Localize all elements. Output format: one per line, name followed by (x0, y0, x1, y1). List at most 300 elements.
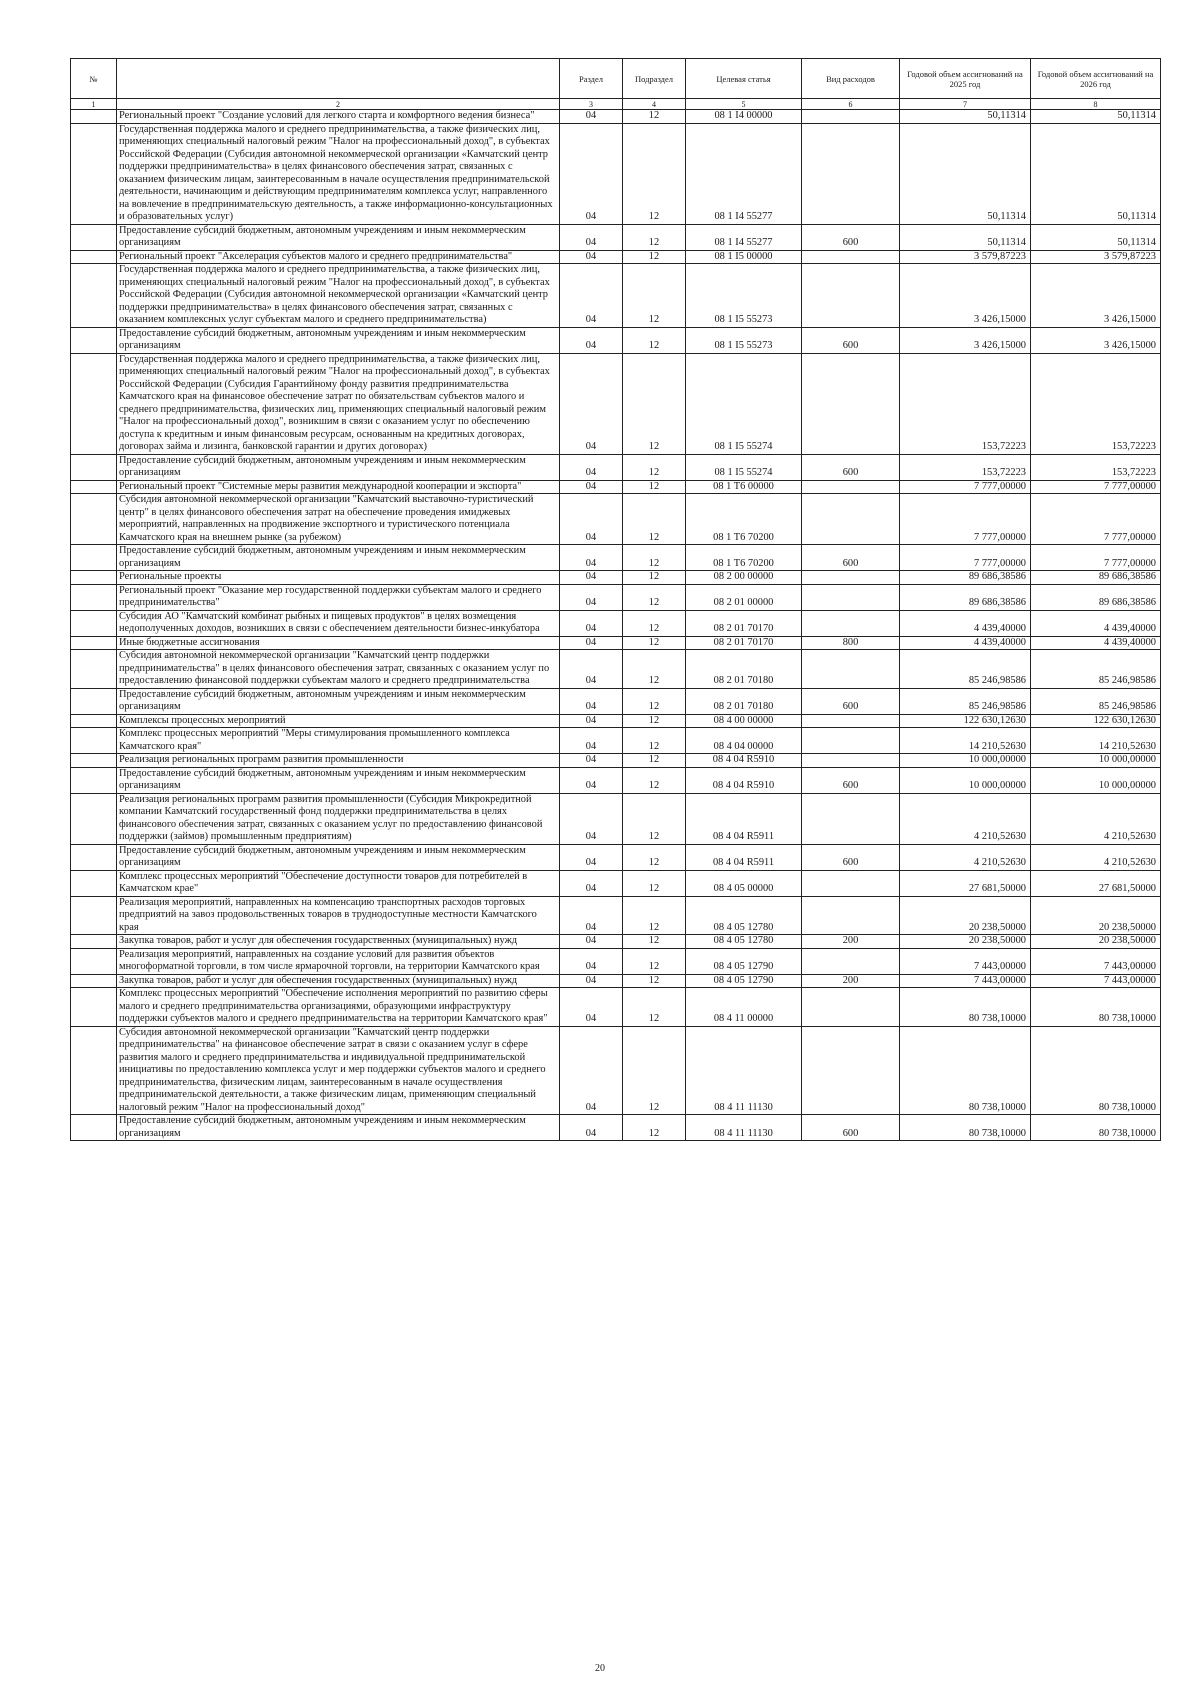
row-expense-type-cell (802, 353, 900, 454)
row-number-cell (71, 754, 117, 768)
row-razdel-cell: 04 (560, 480, 623, 494)
column-number: 3 (560, 99, 623, 110)
table-body (71, 110, 1161, 1141)
row-target-article-cell: 08 2 01 70180 (686, 650, 802, 689)
row-target-article-cell: 08 4 04 R5910 (686, 767, 802, 793)
table-row (71, 571, 1161, 585)
row-podrazdel-cell: 12 (623, 571, 686, 585)
row-name-cell: Региональный проект "Системные меры развития международной кооперации и экспорта" (117, 480, 560, 494)
row-razdel-cell: 04 (560, 896, 623, 935)
row-number-cell (71, 610, 117, 636)
row-amount-2025-cell: 10 000,00000 (900, 754, 1031, 768)
row-amount-2025-cell: 80 738,10000 (900, 988, 1031, 1027)
row-razdel-cell: 04 (560, 264, 623, 328)
row-expense-type-cell (802, 250, 900, 264)
row-razdel-cell: 04 (560, 224, 623, 250)
row-target-article-cell: 08 1 T6 70200 (686, 545, 802, 571)
row-number-cell (71, 948, 117, 974)
row-amount-2025-cell: 20 238,50000 (900, 896, 1031, 935)
row-number-cell (71, 870, 117, 896)
row-podrazdel-cell: 12 (623, 480, 686, 494)
table-row (71, 327, 1161, 353)
row-amount-2025-cell: 122 630,12630 (900, 714, 1031, 728)
row-amount-2026-cell: 7 777,00000 (1031, 494, 1161, 545)
row-podrazdel-cell: 12 (623, 870, 686, 896)
header-name (117, 59, 560, 99)
row-name-cell: Государственная поддержка малого и среднего предпринимательства, а также физических лиц, применяющих специальный налоговый режим "Налог на профессиональный доход", в субъектах Российской Федерации (Субсидия автономной некоммерческой организации «Камчатский центр поддержки предпринимательства» в целях финансового обеспечения затрат, связанных с оказанием комплексных услуг субъектам малого и среднего предпринимательства) (117, 264, 560, 328)
row-razdel-cell: 04 (560, 1115, 623, 1141)
row-amount-2026-cell: 80 738,10000 (1031, 1026, 1161, 1115)
row-target-article-cell: 08 1 T6 70200 (686, 494, 802, 545)
row-name-cell: Государственная поддержка малого и среднего предпринимательства, а также физических лиц, применяющих специальный налоговый режим "Налог на профессиональный доход", в субъектах Российской Федерации (Субсидия Гарантийному фонду развития предпринимательства Камчатского края на финансовое обеспечение затрат по обязательствам субъектов малого и среднего предпринимательства, физических лиц, применяющих специальный налоговый режим "Налог на профессиональный доход", возникшим в связи с оказанием услуг по обеспечению доступа к кредитным и иным финансовым ресурсам, основанным на кредитных договорах, договорах займа и лизинга, банковской гарантии и других договорах) (117, 353, 560, 454)
table-row (71, 610, 1161, 636)
row-number-cell (71, 988, 117, 1027)
row-razdel-cell: 04 (560, 754, 623, 768)
row-razdel-cell: 04 (560, 650, 623, 689)
header-amount-2025: Годовой объем ассигнований на 2025 год (900, 59, 1031, 99)
table-row (71, 1115, 1161, 1141)
row-name-cell: Региональный проект "Оказание мер государственной поддержки субъектам малого и среднего предпринимательства" (117, 584, 560, 610)
row-expense-type-cell (802, 610, 900, 636)
row-expense-type-cell: 200 (802, 974, 900, 988)
row-target-article-cell: 08 1 I4 55277 (686, 123, 802, 224)
row-amount-2026-cell: 10 000,00000 (1031, 767, 1161, 793)
row-expense-type-cell (802, 650, 900, 689)
row-number-cell (71, 1026, 117, 1115)
row-razdel-cell: 04 (560, 935, 623, 949)
header-expense-type: Вид расходов (802, 59, 900, 99)
row-podrazdel-cell: 12 (623, 123, 686, 224)
row-name-cell: Предоставление субсидий бюджетным, автономным учреждениям и иным некоммерческим организациям (117, 1115, 560, 1141)
row-number-cell (71, 480, 117, 494)
row-amount-2026-cell: 4 210,52630 (1031, 793, 1161, 844)
row-razdel-cell: 04 (560, 545, 623, 571)
table-row (71, 688, 1161, 714)
row-target-article-cell: 08 1 I5 55273 (686, 264, 802, 328)
row-amount-2026-cell: 7 777,00000 (1031, 545, 1161, 571)
row-target-article-cell: 08 4 04 R5911 (686, 793, 802, 844)
table-row (71, 714, 1161, 728)
table-row (71, 123, 1161, 224)
row-name-cell: Предоставление субсидий бюджетным, автономным учреждениям и иным некоммерческим организациям (117, 545, 560, 571)
row-amount-2026-cell: 50,11314 (1031, 123, 1161, 224)
row-target-article-cell: 08 4 11 11130 (686, 1115, 802, 1141)
row-number-cell (71, 584, 117, 610)
row-name-cell: Комплексы процессных мероприятий (117, 714, 560, 728)
row-name-cell: Субсидия автономной некоммерческой организации "Камчатский центр поддержки предпринимательства" на финансовое обеспечение затрат в связи с оказанием услуг в сфере развития малого и среднего предпринимательства и индивидуальной предпринимательской инициативы по предоставлению комплекса услуг и мер поддержки субъектов малого и среднего предпринимательства, физическим лицам, заинтересованным в начале осуществления предпринимательской деятельности, а также физическим лицам, применяющим специальный налоговый режим "Налог на профессиональный доход" (117, 1026, 560, 1115)
row-podrazdel-cell: 12 (623, 688, 686, 714)
row-number-cell (71, 353, 117, 454)
row-name-cell: Региональные проекты (117, 571, 560, 585)
row-number-cell (71, 494, 117, 545)
row-expense-type-cell (802, 264, 900, 328)
column-number: 4 (623, 99, 686, 110)
row-number-cell (71, 767, 117, 793)
row-number-cell (71, 974, 117, 988)
row-podrazdel-cell: 12 (623, 793, 686, 844)
row-target-article-cell: 08 1 I5 55273 (686, 327, 802, 353)
row-amount-2025-cell: 20 238,50000 (900, 935, 1031, 949)
table-row (71, 636, 1161, 650)
table-row (71, 948, 1161, 974)
row-podrazdel-cell: 12 (623, 767, 686, 793)
row-podrazdel-cell: 12 (623, 494, 686, 545)
table-row (71, 353, 1161, 454)
row-amount-2026-cell: 89 686,38586 (1031, 584, 1161, 610)
row-expense-type-cell (802, 714, 900, 728)
row-amount-2025-cell: 3 579,87223 (900, 250, 1031, 264)
row-podrazdel-cell: 12 (623, 974, 686, 988)
row-amount-2025-cell: 89 686,38586 (900, 584, 1031, 610)
row-podrazdel-cell: 12 (623, 327, 686, 353)
row-podrazdel-cell: 12 (623, 584, 686, 610)
table-row (71, 754, 1161, 768)
row-name-cell: Предоставление субсидий бюджетным, автономным учреждениям и иным некоммерческим организациям (117, 327, 560, 353)
row-amount-2026-cell: 3 426,15000 (1031, 264, 1161, 328)
row-target-article-cell: 08 1 T6 00000 (686, 480, 802, 494)
row-podrazdel-cell: 12 (623, 754, 686, 768)
row-amount-2026-cell: 80 738,10000 (1031, 988, 1161, 1027)
row-amount-2025-cell: 7 777,00000 (900, 545, 1031, 571)
row-number-cell (71, 896, 117, 935)
row-amount-2025-cell: 14 210,52630 (900, 728, 1031, 754)
table-row (71, 545, 1161, 571)
row-amount-2025-cell: 85 246,98586 (900, 650, 1031, 689)
table-row (71, 974, 1161, 988)
row-razdel-cell: 04 (560, 454, 623, 480)
row-podrazdel-cell: 12 (623, 948, 686, 974)
row-amount-2025-cell: 50,11314 (900, 110, 1031, 124)
row-podrazdel-cell: 12 (623, 650, 686, 689)
table-row (71, 264, 1161, 328)
row-amount-2025-cell: 10 000,00000 (900, 767, 1031, 793)
row-amount-2025-cell: 7 777,00000 (900, 494, 1031, 545)
row-amount-2025-cell: 50,11314 (900, 224, 1031, 250)
row-podrazdel-cell: 12 (623, 728, 686, 754)
row-razdel-cell: 04 (560, 610, 623, 636)
table-row (71, 224, 1161, 250)
row-razdel-cell: 04 (560, 948, 623, 974)
row-amount-2026-cell: 14 210,52630 (1031, 728, 1161, 754)
row-podrazdel-cell: 12 (623, 224, 686, 250)
table-row (71, 896, 1161, 935)
row-target-article-cell: 08 4 05 00000 (686, 870, 802, 896)
header-row (71, 59, 1161, 99)
row-podrazdel-cell: 12 (623, 988, 686, 1027)
table-row (71, 250, 1161, 264)
row-podrazdel-cell: 12 (623, 714, 686, 728)
row-expense-type-cell: 800 (802, 636, 900, 650)
column-number: 1 (71, 99, 117, 110)
row-expense-type-cell: 600 (802, 224, 900, 250)
row-razdel-cell: 04 (560, 123, 623, 224)
row-amount-2025-cell: 3 426,15000 (900, 264, 1031, 328)
row-name-cell: Комплекс процессных мероприятий "Обеспечение исполнения мероприятий по развитию сферы малого и среднего предпринимательства организациями, образующими инфраструктуру поддержки субъектов малого и среднего предпринимательства на территории Камчатского края" (117, 988, 560, 1027)
row-amount-2026-cell: 4 439,40000 (1031, 610, 1161, 636)
row-amount-2025-cell: 4 439,40000 (900, 610, 1031, 636)
row-amount-2025-cell: 7 443,00000 (900, 948, 1031, 974)
row-podrazdel-cell: 12 (623, 110, 686, 124)
table-row (71, 110, 1161, 124)
column-number: 7 (900, 99, 1031, 110)
row-target-article-cell: 08 2 01 70170 (686, 636, 802, 650)
row-podrazdel-cell: 12 (623, 250, 686, 264)
row-expense-type-cell (802, 584, 900, 610)
table-row (71, 494, 1161, 545)
row-amount-2025-cell: 7 777,00000 (900, 480, 1031, 494)
row-expense-type-cell: 200 (802, 935, 900, 949)
row-amount-2026-cell: 4 439,40000 (1031, 636, 1161, 650)
row-target-article-cell: 08 2 00 00000 (686, 571, 802, 585)
row-amount-2025-cell: 4 210,52630 (900, 844, 1031, 870)
table-row (71, 935, 1161, 949)
row-target-article-cell: 08 4 11 00000 (686, 988, 802, 1027)
row-razdel-cell: 04 (560, 714, 623, 728)
row-target-article-cell: 08 1 I5 55274 (686, 454, 802, 480)
row-razdel-cell: 04 (560, 688, 623, 714)
row-name-cell: Реализация мероприятий, направленных на компенсацию транспортных расходов торговых предприятий на завоз продовольственных товаров в труднодоступные местности Камчатского края (117, 896, 560, 935)
row-amount-2026-cell: 20 238,50000 (1031, 896, 1161, 935)
row-expense-type-cell (802, 110, 900, 124)
row-name-cell: Государственная поддержка малого и среднего предпринимательства, а также физических лиц, применяющих специальный налоговый режим "Налог на профессиональный доход", в субъектах Российской Федерации (Субсидия автономной некоммерческой организации «Камчатский центр поддержки предпринимательства» в целях финансового обеспечения затрат, связанных с оказанием физическим лицам, заинтересованным в начале осуществления предпринимательской деятельности, начинающим и действующим предпринимателям комплекса услуг, направленного на вовлечение в предпринимательскую деятельность, а также информационно-консультационных и образовательных услуг) (117, 123, 560, 224)
row-amount-2026-cell: 89 686,38586 (1031, 571, 1161, 585)
row-amount-2026-cell: 153,72223 (1031, 353, 1161, 454)
row-razdel-cell: 04 (560, 793, 623, 844)
row-razdel-cell: 04 (560, 844, 623, 870)
row-target-article-cell: 08 4 05 12780 (686, 935, 802, 949)
row-number-cell (71, 264, 117, 328)
row-amount-2026-cell: 3 426,15000 (1031, 327, 1161, 353)
row-target-article-cell: 08 2 01 70180 (686, 688, 802, 714)
row-target-article-cell: 08 4 05 12790 (686, 974, 802, 988)
row-target-article-cell: 08 4 04 00000 (686, 728, 802, 754)
row-number-cell (71, 636, 117, 650)
row-number-cell (71, 454, 117, 480)
row-expense-type-cell (802, 728, 900, 754)
header-number: № (71, 59, 117, 99)
row-amount-2025-cell: 4 439,40000 (900, 636, 1031, 650)
row-expense-type-cell (802, 793, 900, 844)
row-number-cell (71, 688, 117, 714)
row-name-cell: Предоставление субсидий бюджетным, автономным учреждениям и иным некоммерческим организациям (117, 454, 560, 480)
row-amount-2026-cell: 7 443,00000 (1031, 974, 1161, 988)
row-name-cell: Субсидия АО "Камчатский комбинат рыбных и пищевых продуктов" в целях возмещения недополученных доходов, возникших в связи с обеспечением деятельности бизнес-инкубатора (117, 610, 560, 636)
row-amount-2025-cell: 7 443,00000 (900, 974, 1031, 988)
row-podrazdel-cell: 12 (623, 454, 686, 480)
row-amount-2026-cell: 7 443,00000 (1031, 948, 1161, 974)
row-razdel-cell: 04 (560, 110, 623, 124)
row-amount-2025-cell: 80 738,10000 (900, 1115, 1031, 1141)
row-expense-type-cell (802, 754, 900, 768)
row-expense-type-cell: 600 (802, 688, 900, 714)
row-target-article-cell: 08 4 05 12790 (686, 948, 802, 974)
row-target-article-cell: 08 4 04 R5911 (686, 844, 802, 870)
table-row (71, 988, 1161, 1027)
row-target-article-cell: 08 2 01 00000 (686, 584, 802, 610)
row-podrazdel-cell: 12 (623, 264, 686, 328)
table-row (71, 454, 1161, 480)
row-name-cell: Предоставление субсидий бюджетным, автономным учреждениям и иным некоммерческим организациям (117, 224, 560, 250)
row-number-cell (71, 571, 117, 585)
row-number-cell (71, 110, 117, 124)
row-expense-type-cell (802, 494, 900, 545)
header-razdel: Раздел (560, 59, 623, 99)
row-amount-2025-cell: 85 246,98586 (900, 688, 1031, 714)
table-row (71, 793, 1161, 844)
header-target-article: Целевая статья (686, 59, 802, 99)
header-podrazdel: Подраздел (623, 59, 686, 99)
row-razdel-cell: 04 (560, 870, 623, 896)
row-target-article-cell: 08 2 01 70170 (686, 610, 802, 636)
row-target-article-cell: 08 4 11 11130 (686, 1026, 802, 1115)
row-amount-2026-cell: 27 681,50000 (1031, 870, 1161, 896)
row-razdel-cell: 04 (560, 250, 623, 264)
row-expense-type-cell (802, 480, 900, 494)
row-name-cell: Закупка товаров, работ и услуг для обеспечения государственных (муниципальных) нужд (117, 974, 560, 988)
row-number-cell (71, 650, 117, 689)
row-expense-type-cell (802, 948, 900, 974)
row-expense-type-cell: 600 (802, 767, 900, 793)
row-name-cell: Комплекс процессных мероприятий "Меры стимулирования промышленного комплекса Камчатского края" (117, 728, 560, 754)
row-podrazdel-cell: 12 (623, 896, 686, 935)
row-expense-type-cell: 600 (802, 545, 900, 571)
row-target-article-cell: 08 1 I5 00000 (686, 250, 802, 264)
budget-table-container (70, 58, 1160, 1141)
table-row (71, 584, 1161, 610)
row-target-article-cell: 08 1 I4 00000 (686, 110, 802, 124)
row-razdel-cell: 04 (560, 571, 623, 585)
row-podrazdel-cell: 12 (623, 1026, 686, 1115)
row-amount-2026-cell: 50,11314 (1031, 224, 1161, 250)
row-target-article-cell: 08 1 I5 55274 (686, 353, 802, 454)
row-podrazdel-cell: 12 (623, 935, 686, 949)
page-number: 20 (595, 1663, 605, 1674)
row-number-cell (71, 545, 117, 571)
row-number-cell (71, 935, 117, 949)
row-amount-2026-cell: 85 246,98586 (1031, 688, 1161, 714)
row-target-article-cell: 08 4 05 12780 (686, 896, 802, 935)
row-razdel-cell: 04 (560, 353, 623, 454)
row-number-cell (71, 123, 117, 224)
row-amount-2026-cell: 7 777,00000 (1031, 480, 1161, 494)
row-name-cell: Предоставление субсидий бюджетным, автономным учреждениям и иным некоммерческим организациям (117, 767, 560, 793)
row-razdel-cell: 04 (560, 767, 623, 793)
row-expense-type-cell: 600 (802, 844, 900, 870)
row-podrazdel-cell: 12 (623, 610, 686, 636)
row-podrazdel-cell: 12 (623, 353, 686, 454)
table-row (71, 480, 1161, 494)
budget-table (70, 58, 1161, 1141)
row-expense-type-cell: 600 (802, 454, 900, 480)
row-expense-type-cell (802, 870, 900, 896)
row-expense-type-cell (802, 896, 900, 935)
row-amount-2025-cell: 153,72223 (900, 353, 1031, 454)
row-podrazdel-cell: 12 (623, 844, 686, 870)
row-expense-type-cell: 600 (802, 327, 900, 353)
row-name-cell: Региональный проект "Акселерация субъектов малого и среднего предпринимательства" (117, 250, 560, 264)
row-razdel-cell: 04 (560, 327, 623, 353)
row-expense-type-cell (802, 123, 900, 224)
column-number: 8 (1031, 99, 1161, 110)
row-number-cell (71, 728, 117, 754)
row-expense-type-cell (802, 988, 900, 1027)
row-razdel-cell: 04 (560, 974, 623, 988)
row-amount-2025-cell: 3 426,15000 (900, 327, 1031, 353)
header-amount-2026: Годовой объем ассигнований на 2026 год (1031, 59, 1161, 99)
table-row (71, 1026, 1161, 1115)
row-number-cell (71, 714, 117, 728)
row-number-cell (71, 1115, 117, 1141)
row-name-cell: Комплекс процессных мероприятий "Обеспечение доступности товаров для потребителей в Камчатском крае" (117, 870, 560, 896)
column-number: 6 (802, 99, 900, 110)
row-amount-2026-cell: 85 246,98586 (1031, 650, 1161, 689)
table-row (71, 767, 1161, 793)
table-row (71, 844, 1161, 870)
row-expense-type-cell: 600 (802, 1115, 900, 1141)
row-amount-2025-cell: 4 210,52630 (900, 793, 1031, 844)
row-target-article-cell: 08 4 00 00000 (686, 714, 802, 728)
row-number-cell (71, 224, 117, 250)
row-name-cell: Иные бюджетные ассигнования (117, 636, 560, 650)
row-razdel-cell: 04 (560, 1026, 623, 1115)
row-podrazdel-cell: 12 (623, 636, 686, 650)
row-name-cell: Реализация региональных программ развития промышленности (Субсидия Микрокредитной компании Камчатский государственный фонд поддержки предпринимательства в целях финансового обеспечения затрат, связанных с оказанием услуг по предоставлению финансовой поддержки (займов) промышленным предприятиям) (117, 793, 560, 844)
row-amount-2025-cell: 27 681,50000 (900, 870, 1031, 896)
row-razdel-cell: 04 (560, 584, 623, 610)
row-amount-2025-cell: 50,11314 (900, 123, 1031, 224)
table-row (71, 870, 1161, 896)
row-amount-2026-cell: 4 210,52630 (1031, 844, 1161, 870)
row-amount-2026-cell: 50,11314 (1031, 110, 1161, 124)
row-name-cell: Субсидия автономной некоммерческой организации "Камчатский выставочно-туристический центр" в целях финансового обеспечения затрат на обеспечение проведения имиджевых мероприятий, направленных на продвижение экспортного и туристического потенциала Камчатского края на внешнем рынке (за рубежом) (117, 494, 560, 545)
column-number-row (71, 99, 1161, 110)
row-name-cell: Реализация мероприятий, направленных на создание условий для развития объектов многоформатной торговли, в том числе ярмарочной торговли, на территории Камчатского края (117, 948, 560, 974)
row-amount-2025-cell: 80 738,10000 (900, 1026, 1031, 1115)
row-name-cell: Предоставление субсидий бюджетным, автономным учреждениям и иным некоммерческим организациям (117, 844, 560, 870)
row-name-cell: Реализация региональных программ развития промышленности (117, 754, 560, 768)
row-razdel-cell: 04 (560, 636, 623, 650)
row-amount-2026-cell: 80 738,10000 (1031, 1115, 1161, 1141)
row-name-cell: Субсидия автономной некоммерческой организации "Камчатский центр поддержки предпринимательства" в целях финансового обеспечения затрат, связанных с оказанием услуг по предоставлению финансовой поддержки субъектам малого и среднего предпринимательства (117, 650, 560, 689)
row-razdel-cell: 04 (560, 988, 623, 1027)
row-amount-2026-cell: 3 579,87223 (1031, 250, 1161, 264)
row-amount-2025-cell: 153,72223 (900, 454, 1031, 480)
row-name-cell: Закупка товаров, работ и услуг для обеспечения государственных (муниципальных) нужд (117, 935, 560, 949)
row-podrazdel-cell: 12 (623, 545, 686, 571)
row-expense-type-cell (802, 571, 900, 585)
table-row (71, 728, 1161, 754)
row-amount-2026-cell: 153,72223 (1031, 454, 1161, 480)
row-number-cell (71, 327, 117, 353)
row-amount-2025-cell: 89 686,38586 (900, 571, 1031, 585)
row-name-cell: Региональный проект "Создание условий для легкого старта и комфортного ведения бизнеса" (117, 110, 560, 124)
row-target-article-cell: 08 4 04 R5910 (686, 754, 802, 768)
row-amount-2026-cell: 122 630,12630 (1031, 714, 1161, 728)
row-amount-2026-cell: 10 000,00000 (1031, 754, 1161, 768)
row-number-cell (71, 793, 117, 844)
column-number: 5 (686, 99, 802, 110)
table-row (71, 650, 1161, 689)
row-expense-type-cell (802, 1026, 900, 1115)
row-razdel-cell: 04 (560, 494, 623, 545)
column-number: 2 (117, 99, 560, 110)
row-name-cell: Предоставление субсидий бюджетным, автономным учреждениям и иным некоммерческим организациям (117, 688, 560, 714)
row-razdel-cell: 04 (560, 728, 623, 754)
row-target-article-cell: 08 1 I4 55277 (686, 224, 802, 250)
row-podrazdel-cell: 12 (623, 1115, 686, 1141)
row-number-cell (71, 250, 117, 264)
row-amount-2026-cell: 20 238,50000 (1031, 935, 1161, 949)
